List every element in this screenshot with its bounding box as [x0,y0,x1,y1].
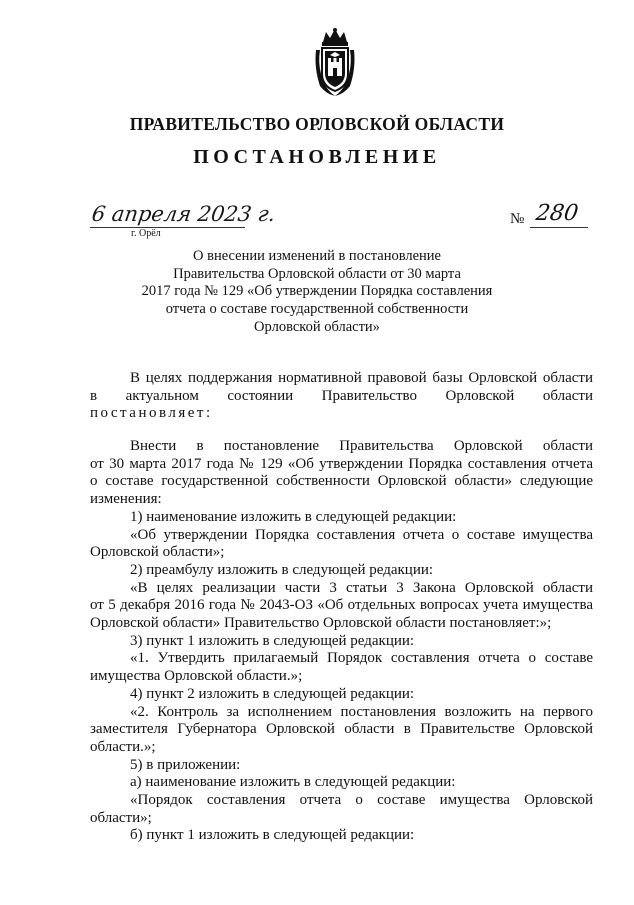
body-line: «1. Утвердить прилагаемый Порядок составления отчета о составе [130,650,593,667]
number-label: № [510,211,525,227]
organization-title: ПРАВИТЕЛЬСТВО ОРЛОВСКОЙ ОБЛАСТИ [129,114,505,134]
body-line: области»; [90,809,152,826]
body-line: от 5 декабря 2016 года № 2043-ОЗ «Об отдельных вопросах учета имущества [90,597,593,614]
body-line: а) наименование изложить в следующей редакции: [130,774,456,791]
coat-of-arms-emblem [312,28,358,98]
subject-line: отчета о составе государственной собственности [165,301,469,318]
body-line: Орловской области»; [90,544,225,561]
subject-line: О внесении изменений в постановление [193,248,441,264]
date-underline [90,227,245,228]
body-line: 5) в приложении: [130,756,241,773]
body-line: «В целях реализации части 3 статьи 3 Закона Орловской области [130,579,593,596]
body-line: имущества Орловской области.»; [90,668,303,685]
body-line: о составе государственной собственности Орловской области» следующие [90,473,593,490]
body-line: заместителя Губернатора Орловской области в Правительстве Орловской [90,721,593,738]
number-underline [530,227,588,228]
place-label: г. Орёл [131,228,161,239]
decree-body [90,438,593,845]
document-type-title: ПОСТАНОВЛЕНИЕ [193,146,441,168]
body-line: 2) преамбулу изложить в следующей редакции: [130,561,434,578]
body-line: Внести в постановление Правительства Орловской области [130,438,593,454]
body-line: 4) пункт 2 изложить в следующей редакции: [130,685,415,702]
subject-line: 2017 года № 129 «Об утверждении Порядка составления [141,283,493,300]
body-line: изменения: [90,491,162,508]
preamble-line: В целях поддержания нормативной правовой базы Орловской области [130,370,593,386]
preamble-line: постановляет: [90,405,213,422]
body-line: «Порядок составления отчета о составе имущества Орловской [130,792,593,809]
handwritten-date: 6 апреля 2023 г. [90,202,277,226]
preamble-paragraph [90,370,593,423]
subject-line: Орловской области» [254,318,380,335]
body-line: «2. Контроль за исполнением постановления возложить на первого [130,703,593,720]
subject-line: Правительства Орловской области от 30 марта [173,265,461,282]
body-line: «Об утверждении Порядка составления отчета о составе имущества [130,526,593,543]
body-line: 3) пункт 1 изложить в следующей редакции: [130,632,415,649]
body-line: области.»; [90,738,156,755]
handwritten-number: 280 [534,201,580,226]
body-line: от 30 марта 2017 года № 129 «Об утверждении Порядка составления отчета [90,455,593,472]
document-subject [0,248,634,337]
coat-of-arms-icon [312,28,358,98]
body-line: Орловской области» Правительство Орловской области постановляет:»; [90,615,552,632]
body-line: б) пункт 1 изложить в следующей редакции: [130,827,415,844]
body-line: 1) наименование изложить в следующей редакции: [130,508,457,525]
preamble-line: в актуальном состоянии Правительство Орловской области [90,387,593,404]
